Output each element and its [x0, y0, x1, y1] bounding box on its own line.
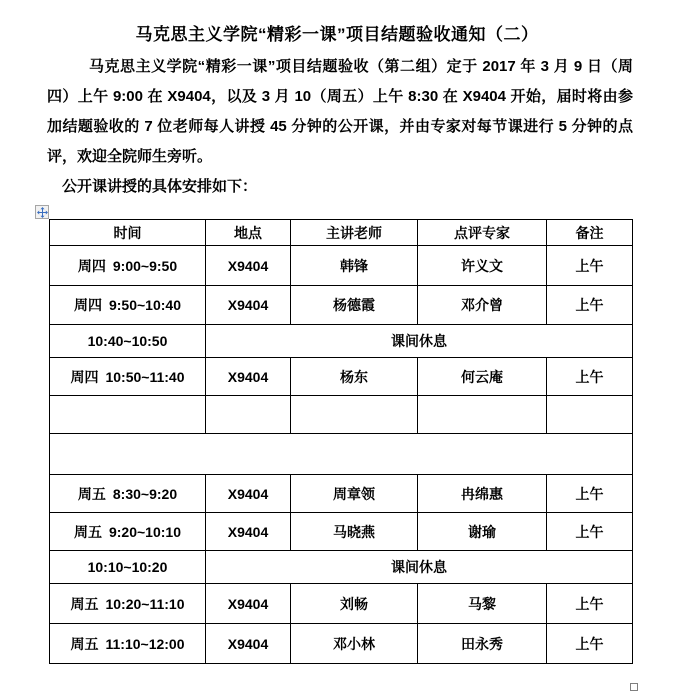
- schedule-intro: 公开课讲授的具体安排如下：: [62, 178, 258, 195]
- cell-remark: 上午: [547, 624, 633, 664]
- cell-time: 周五 11:10~12:00: [50, 624, 206, 664]
- cell-lecturer: 杨德霞: [291, 286, 418, 325]
- header-cell-time: 时间: [50, 220, 206, 246]
- four-way-arrow-icon: [37, 207, 48, 218]
- cell-time: 周四 9:50~10:40: [50, 286, 206, 325]
- table-row: [50, 358, 633, 396]
- cell-time: 周四 10:50~11:40: [50, 358, 206, 396]
- cell-time: 周五 9:20~10:10: [50, 513, 206, 551]
- table-row: [50, 286, 633, 325]
- cell-location: X9404: [206, 246, 291, 286]
- cell-break: 课间休息: [206, 551, 633, 584]
- cell-break: 课间休息: [206, 325, 633, 358]
- table-resize-handle-icon[interactable]: [630, 683, 638, 691]
- table-move-handle-icon[interactable]: [35, 205, 49, 219]
- cell-remark: 上午: [547, 286, 633, 325]
- table-row: [50, 475, 633, 513]
- schedule-table: [49, 219, 633, 664]
- cell-location: X9404: [206, 584, 291, 624]
- table-empty-merged-row: [50, 434, 633, 475]
- cell-empty-merged: [50, 434, 633, 475]
- cell-reviewer: 田永秀: [418, 624, 547, 664]
- cell-remark: 上午: [547, 475, 633, 513]
- cell-location: X9404: [206, 624, 291, 664]
- table-header-row: [50, 220, 633, 246]
- table-row: [50, 584, 633, 624]
- cell-remark: 上午: [547, 246, 633, 286]
- cell-time: 周四 9:00~9:50: [50, 246, 206, 286]
- cell-reviewer: 邓介曾: [418, 286, 547, 325]
- cell-reviewer: 许义文: [418, 246, 547, 286]
- table-empty-row: [50, 396, 633, 434]
- header-cell-reviewer: 点评专家: [418, 220, 547, 246]
- cell-remark: 上午: [547, 513, 633, 551]
- cell-lecturer: 邓小林: [291, 624, 418, 664]
- cell-location: X9404: [206, 513, 291, 551]
- cell-empty: [50, 396, 206, 434]
- cell-lecturer: 刘畅: [291, 584, 418, 624]
- header-cell-remark: 备注: [547, 220, 633, 246]
- cell-time: 周五 8:30~9:20: [50, 475, 206, 513]
- table-break-row: [50, 325, 633, 358]
- cell-lecturer: 韩锋: [291, 246, 418, 286]
- table-row: [50, 513, 633, 551]
- page-title: 马克思主义学院“精彩一课”项目结题验收通知（二）: [135, 25, 539, 44]
- cell-time: 周五 10:20~11:10: [50, 584, 206, 624]
- cell-reviewer: 冉绵惠: [418, 475, 547, 513]
- table-row: [50, 624, 633, 664]
- cell-reviewer: 何云庵: [418, 358, 547, 396]
- cell-time: 10:40~10:50: [50, 325, 206, 358]
- cell-reviewer: 马黎: [418, 584, 547, 624]
- cell-lecturer: 周章领: [291, 475, 418, 513]
- notice-paragraph: 马克思主义学院“精彩一课”项目结题验收（第二组）定于 2017 年 3 月 9 日（周四）上午 9:00 在 X9404，以及 3 月 10（周五）上午 8:30 在 X9404 开始，届时将由参加结题验收的 7 位老师每人讲授 45 分钟的公开课，并由专家对每节课进行 5 分钟的点评，欢迎全院师生旁听。: [47, 58, 633, 165]
- header-cell-location: 地点: [206, 220, 291, 246]
- cell-lecturer: 杨东: [291, 358, 418, 396]
- cell-empty: [291, 396, 418, 434]
- cell-remark: 上午: [547, 358, 633, 396]
- cell-time: 10:10~10:20: [50, 551, 206, 584]
- table-row: [50, 246, 633, 286]
- cell-location: X9404: [206, 358, 291, 396]
- cell-remark: 上午: [547, 584, 633, 624]
- cell-lecturer: 马晓燕: [291, 513, 418, 551]
- table-break-row: [50, 551, 633, 584]
- cell-empty: [547, 396, 633, 434]
- cell-location: X9404: [206, 286, 291, 325]
- header-cell-lecturer: 主讲老师: [291, 220, 418, 246]
- cell-location: X9404: [206, 475, 291, 513]
- cell-reviewer: 谢瑜: [418, 513, 547, 551]
- cell-empty: [418, 396, 547, 434]
- cell-empty: [206, 396, 291, 434]
